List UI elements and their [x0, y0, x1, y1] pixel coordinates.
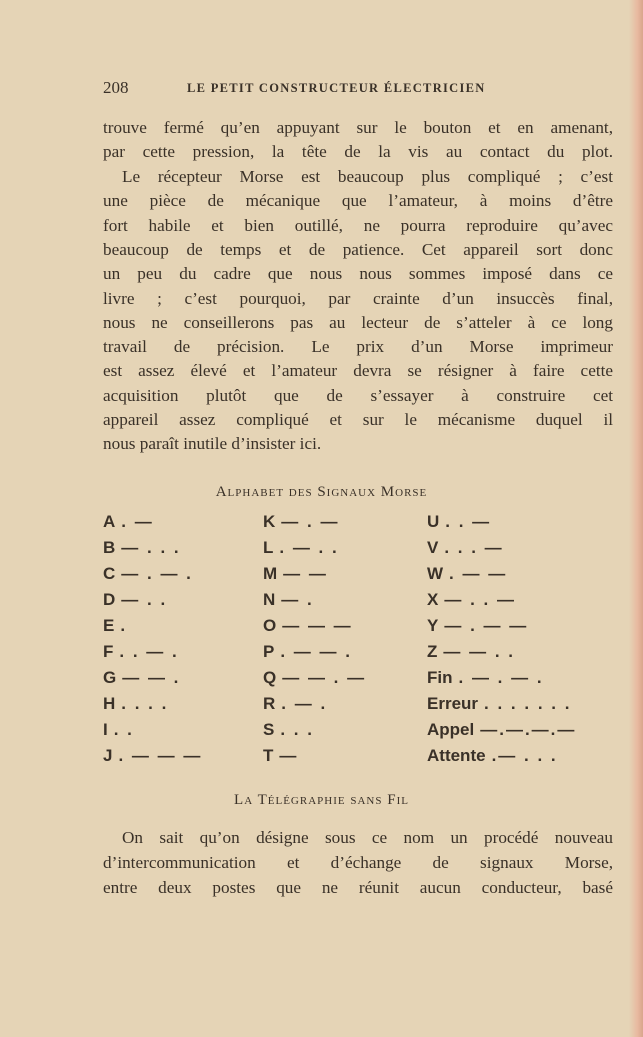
text-line: par cette pression, la tête de la vis au contact du plot.	[103, 142, 613, 162]
morse-entry	[263, 641, 366, 667]
morse-code: . —	[121, 512, 154, 531]
morse-code: . .	[113, 720, 134, 739]
morse-entry	[427, 511, 576, 537]
morse-letter: Q	[263, 668, 277, 687]
morse-letter: K	[263, 512, 276, 531]
morse-code: . — — .	[280, 642, 352, 661]
running-title: LE PETIT CONSTRUCTEUR ÉLECTRICIEN	[187, 81, 486, 95]
morse-code: . . —	[445, 512, 492, 531]
morse-code: . — . — .	[458, 668, 544, 687]
morse-code: — . . —	[444, 590, 516, 609]
morse-code: . — —	[449, 564, 508, 583]
morse-entry	[263, 511, 366, 537]
section-title: La Télégraphie sans Fil	[234, 792, 409, 808]
morse-letter: Y	[427, 616, 439, 635]
morse-letter: Z	[427, 642, 438, 661]
morse-entry	[427, 641, 576, 667]
morse-code: — . —	[281, 512, 340, 531]
text-line: une pièce de mécanique que l’amateur, à moins d’être	[103, 191, 613, 211]
morse-entry	[103, 563, 202, 589]
text-line: trouve fermé qu’en appuyant sur le bouton et en amenant,	[103, 118, 613, 137]
text-line: On sait qu’on désigne sous ce nom un procédé nouveau	[122, 828, 613, 847]
morse-code: . . . . . . .	[484, 694, 572, 713]
morse-letter: J	[103, 746, 113, 765]
morse-letter: H	[103, 694, 116, 713]
morse-letter: W	[427, 564, 444, 583]
morse-entry	[427, 693, 576, 719]
morse-letter: X	[427, 590, 439, 609]
morse-letter: P	[263, 642, 275, 661]
text-line: Le récepteur Morse est beaucoup plus compliqué ; c’est	[122, 167, 613, 186]
morse-table-title: Alphabet des Signaux Morse	[215, 484, 428, 500]
morse-letter: F	[103, 642, 114, 661]
morse-entry	[103, 589, 202, 615]
morse-code: .— . . .	[491, 746, 558, 765]
morse-entry	[427, 719, 576, 745]
morse-code: — . — —	[444, 616, 529, 635]
morse-entry	[263, 693, 366, 719]
text-line: nous paraît inutile d’insister ici.	[103, 434, 322, 454]
morse-entry	[427, 615, 576, 641]
text-line: entre deux postes que ne réunit aucun conducteur, basé	[103, 878, 613, 897]
morse-entry	[427, 667, 576, 693]
text-line: livre ; c’est pourquoi, par crainte d’un insuccès final,	[103, 288, 613, 308]
morse-code: .	[120, 616, 128, 635]
morse-code: — — .	[122, 668, 181, 687]
morse-letter: B	[103, 538, 116, 557]
morse-letter: D	[103, 590, 116, 609]
morse-letter: N	[263, 590, 276, 609]
morse-entry	[263, 667, 366, 693]
text-line: un peu du cadre que nous nous sommes imposé dans ce	[103, 264, 613, 284]
morse-code: — — . —	[282, 668, 367, 687]
morse-code: — . . .	[121, 538, 181, 557]
page-number: 208	[103, 78, 129, 97]
morse-code: . . .	[280, 720, 314, 739]
morse-entry	[263, 745, 366, 771]
morse-column-1	[103, 511, 202, 771]
morse-entry	[103, 693, 202, 719]
morse-entry	[427, 537, 576, 563]
text-line: appareil assez compliqué et sur le mécanisme duquel il	[103, 410, 613, 429]
morse-code: — —	[283, 564, 328, 583]
morse-code: — — . .	[443, 642, 516, 661]
morse-letter: E	[103, 616, 115, 635]
morse-letter: Erreur	[427, 694, 479, 713]
morse-entry	[427, 745, 576, 771]
page-edge	[629, 0, 643, 1037]
morse-letter: L	[263, 538, 274, 557]
text-line: acquisition plutôt que de s’essayer à construire cet	[103, 385, 613, 405]
morse-entry	[103, 667, 202, 693]
morse-entry	[263, 615, 366, 641]
morse-letter: Attente	[427, 746, 486, 765]
morse-letter: S	[263, 720, 275, 739]
morse-letter: Appel	[427, 720, 475, 739]
morse-column-3	[427, 511, 576, 771]
morse-column-2	[263, 511, 366, 771]
morse-code: — .	[281, 590, 314, 609]
morse-entry	[263, 563, 366, 589]
morse-letter: R	[263, 694, 276, 713]
morse-entry	[103, 641, 202, 667]
text-line: est assez élevé et l’amateur devra se résigner à faire cette	[103, 361, 613, 381]
morse-code: —.—.—.—	[480, 720, 577, 739]
text-line: nous ne conseillerons pas au lecteur de s’atteler à ce long	[103, 312, 613, 332]
text-line: d’intercommunication et d’échange de signaux Morse,	[103, 853, 613, 872]
text-line: travail de précision. Le prix d’un Morse imprimeur	[103, 337, 613, 357]
morse-entry	[103, 511, 202, 537]
morse-code: — — —	[282, 616, 353, 635]
text-line: beaucoup de temps et de patience. Cet appareil sort donc	[103, 239, 613, 259]
morse-letter: O	[263, 616, 277, 635]
morse-letter: A	[103, 512, 116, 531]
morse-letter: M	[263, 564, 278, 583]
morse-code: —	[279, 746, 299, 765]
morse-entry	[427, 589, 576, 615]
morse-code: . . — .	[119, 642, 179, 661]
morse-entry	[103, 719, 202, 745]
morse-letter: C	[103, 564, 116, 583]
morse-code: . — .	[281, 694, 328, 713]
morse-code: — . .	[121, 590, 168, 609]
morse-letter: T	[263, 746, 274, 765]
morse-entry	[263, 589, 366, 615]
morse-letter: Fin	[427, 668, 453, 687]
morse-letter: U	[427, 512, 440, 531]
morse-entry	[427, 563, 576, 589]
morse-code: . . . —	[444, 538, 504, 557]
morse-entry	[103, 615, 202, 641]
morse-letter: V	[427, 538, 439, 557]
morse-letter: G	[103, 668, 117, 687]
morse-code: — . — .	[121, 564, 193, 583]
morse-code: . — . .	[279, 538, 339, 557]
morse-code: . . . .	[121, 694, 169, 713]
morse-entry	[103, 745, 202, 771]
morse-entry	[263, 537, 366, 563]
morse-entry	[263, 719, 366, 745]
text-line: fort habile et bien outillé, ne pourra reproduire qu’avec	[103, 215, 613, 235]
morse-code: . — — —	[118, 746, 203, 765]
morse-entry	[103, 537, 202, 563]
morse-letter: I	[103, 720, 108, 739]
